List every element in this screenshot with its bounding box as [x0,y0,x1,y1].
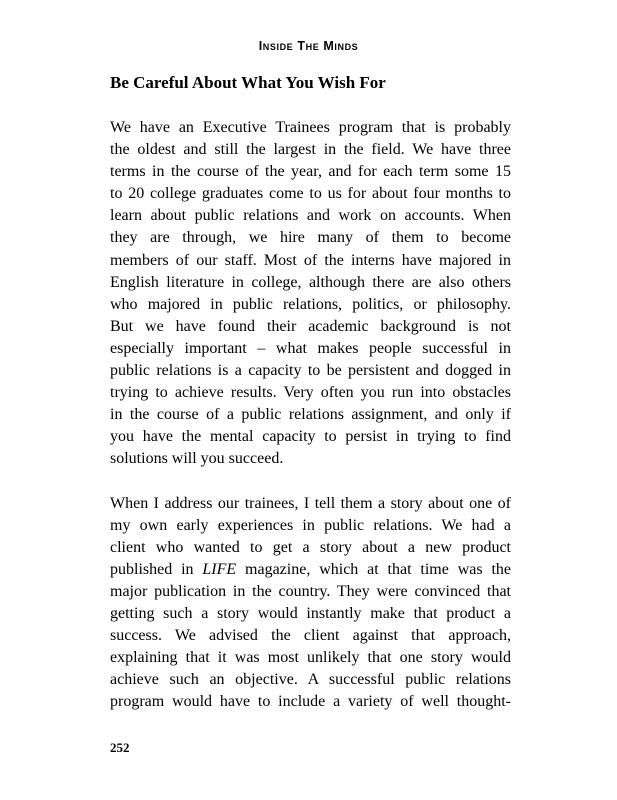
text-line: public relations is a capacity to be persistent and dogged in [110,362,511,380]
text-line: learn about public relations and work on accounts. When [110,207,511,225]
text-line: solutions will you succeed. [110,450,284,468]
text-line: When I address our trainees, I tell them a story about one of [110,494,511,512]
paragraph-2 [110,493,511,714]
body-text [110,117,511,713]
page-number: 252 [110,740,130,755]
text-line: success. We advised the client against that approach, [110,627,511,645]
text-line: you have the mental capacity to persist in trying to find [110,428,511,446]
text-line: members of our staff. Most of the interns have majored in [110,251,511,269]
paragraph-1 [110,117,511,471]
text-line: trying to achieve results. Very often you run into obstacles [110,384,511,402]
text-run: magazine, which at that time was the [236,560,511,578]
text-line-with-italic [110,559,511,581]
text-line: But we have found their academic background is not [110,317,511,335]
text-line: they are through, we hire many of them to become [110,229,511,247]
text-line: my own early experiences in public relations. We had a [110,516,511,534]
text-line: the oldest and still the largest in the field. We have three [110,141,511,159]
text-line: who majored in public relations, politics, or philosophy. [110,295,511,313]
text-line: getting such a story would instantly make that product a [110,604,511,622]
text-line: especially important – what makes people successful in [110,339,511,357]
text-line: explaining that it was most unlikely that one story would [110,649,511,667]
text-run: published in [110,560,203,578]
text-line: to 20 college graduates come to us for about four months to [110,185,511,203]
text-line: program would have to include a variety of well thought- [110,693,511,711]
section-heading: Be Careful About What You Wish For [110,73,386,92]
text-line: in the course of a public relations assignment, and only if [110,406,511,424]
text-line: client who wanted to get a story about a new product [110,538,511,556]
text-line: achieve such an objective. A successful public relations [110,671,511,689]
text-line: We have an Executive Trainees program that is probably [110,119,511,136]
text-line: terms in the course of the year, and for each term some 15 [110,163,511,181]
italic-publication-title: LIFE [202,560,237,578]
text-line: English literature in college, although there are also others [110,273,511,291]
text-line: major publication in the country. They were convinced that [110,582,511,600]
running-header: Inside The Minds [258,39,359,53]
